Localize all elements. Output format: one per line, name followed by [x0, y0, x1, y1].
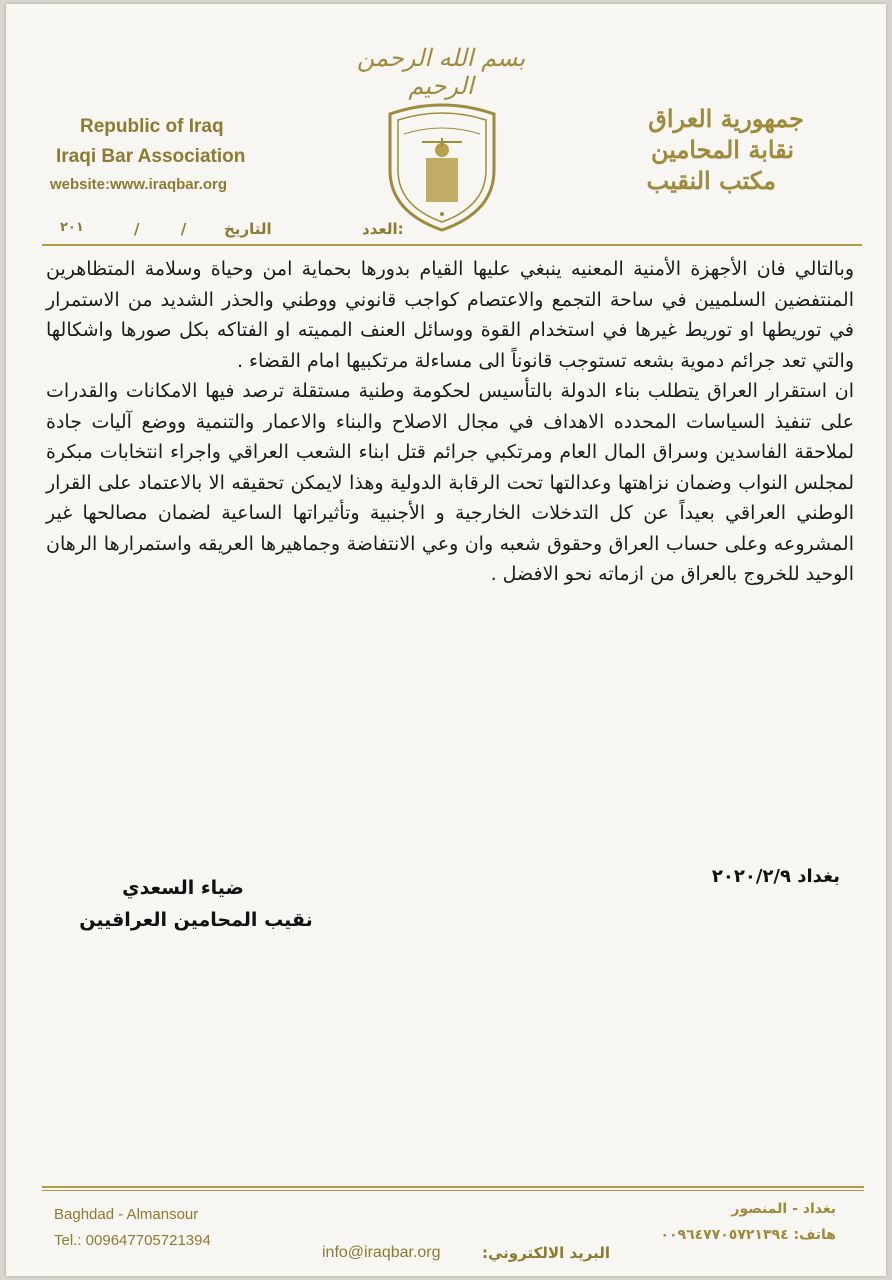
- footer-divider-top: [42, 1186, 864, 1188]
- header-divider: [42, 244, 862, 246]
- letter-body: [46, 254, 854, 590]
- reference-row: [42, 216, 862, 246]
- footer-phone-ar: هاتف: ٠٠٩٦٤٧٧٠٥٧٢١٣٩٤: [660, 1227, 836, 1243]
- arabic-organization: نقابة المحامين: [650, 135, 794, 164]
- signatory-name: ضياء السعدي: [122, 877, 244, 899]
- paragraph-1: وبالتالي فان الأجهزة الأمنية المعنيه ينبغي عليها القيام بدورها بحماية امن وحياة وسلامة المتظاهرين المنتفضين السلميين في ساحة التجمع والاعتصام كواجب قانوني ووطني والحذر الشديد من الاستمرار في توريطها او توريط غيرها في استخدام القوة ووسائل العنف المميته او الفتاكه بكل صورها واشكالها والتي تعد جرائم دموية بشعه تستوجب قانوناً الى مساءلة مرتكبيها امام القضاء .: [46, 258, 854, 372]
- arabic-office: مكتب النقيب: [646, 166, 776, 195]
- number-label: العدد:: [362, 220, 404, 238]
- dateline: بغداد ٢٠٢٠/٢/٩: [711, 866, 840, 887]
- letter-page: [6, 4, 886, 1276]
- footer-address-en: Baghdad - Almansour: [54, 1206, 199, 1223]
- paragraph-2: ان استقرار العراق يتطلب بناء الدولة بالتأسيس لحكومة وطنية مستقلة ترصد فيها الامكانات والقدرات على تنفيذ السياسات المحدده الاهداف في مجال الاصلاح والبناء والاعمار والتنمية ووضع آليات جادة لملاحقة الفاسدين وسراق المال العام ومرتكبي جرائم قتل ابناء الشعب العراقي واجراء انتخابات مبكرة لمجلس النواب وضمان نزاهتها وعدالتها تحت الرقابة الدولية وهذا لايمكن تحقيقه الا بالاعتماد على القرار الوطني العراقي بعيداً عن كل التدخلات الخارجية و الأجنبية وتأثيراتها الساعية لضمان مصالحها غير المشروعه وعلى حساب العراق وحقوق شعبه وان وعي الانتفاضة وجماهيرها العريقه واستمرارها الرهان الوحيد للخروج بالعراق من ازماته نحو الافضل .: [46, 380, 854, 585]
- arabic-country: جمهورية العراق: [648, 104, 804, 133]
- footer-english: [54, 1202, 211, 1254]
- arabic-letterhead: [584, 104, 804, 195]
- footer-email[interactable]: info@iraqbar.org: [322, 1244, 441, 1261]
- english-organization: Iraqi Bar Association: [56, 146, 246, 167]
- date-separators: / /: [134, 220, 205, 238]
- english-country: Republic of Iraq: [80, 116, 224, 137]
- basmala-calligraphy: بسم الله الرحمن الرحيم: [356, 44, 526, 100]
- footer-phone-en: Tel.: 009647705721394: [54, 1232, 211, 1249]
- signatory-title: نقيب المحامين العراقيين: [79, 909, 313, 931]
- footer-arabic: [660, 1196, 836, 1248]
- date-label: التاريخ: [224, 220, 272, 238]
- english-website[interactable]: website:www.iraqbar.org: [50, 176, 227, 193]
- footer-address-ar: بغداد - المنصور: [731, 1201, 836, 1217]
- footer-email-label: البريد الالكتروني:: [482, 1244, 610, 1262]
- footer-divider-bottom: [42, 1190, 864, 1191]
- signature-block: [76, 872, 316, 936]
- english-letterhead: [46, 116, 306, 193]
- date-year: ٢٠١: [60, 220, 84, 235]
- bar-association-emblem-icon: [382, 100, 502, 232]
